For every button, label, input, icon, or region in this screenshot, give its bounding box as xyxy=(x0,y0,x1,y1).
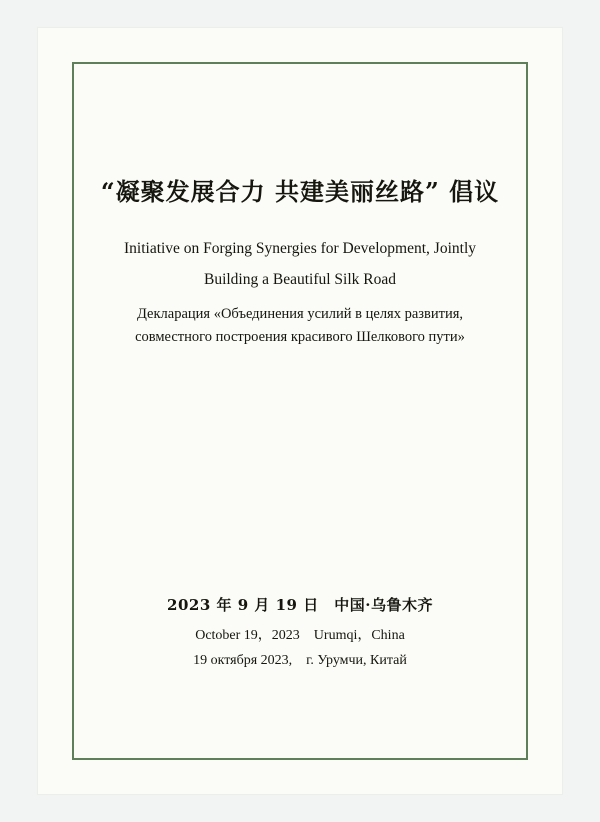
title-english-line2: Building a Beautiful Silk Road xyxy=(203,271,397,289)
title-block xyxy=(94,176,506,348)
document-content xyxy=(74,64,526,758)
title-chinese: “凝聚发展合力 共建美丽丝路” 倡议 xyxy=(100,177,500,206)
date-location-chinese: 2023 年 9 月 19 日 中国·乌鲁木齐 xyxy=(167,596,433,614)
title-english-line1: Initiative on Forging Synergies for Development, Jointly xyxy=(123,240,476,258)
date-location-block xyxy=(94,594,506,669)
document-page xyxy=(38,28,562,794)
title-english xyxy=(94,233,506,295)
title-russian xyxy=(94,303,506,348)
decorative-border-frame xyxy=(72,62,528,760)
title-russian-line1: Декларация «Объединения усилий в целях развития, xyxy=(136,306,464,323)
date-location-english: October 19，2023 Urumqi，China xyxy=(195,628,405,643)
title-russian-line2: совместного построения красивого Шелкового пути» xyxy=(135,328,465,345)
date-location-russian: 19 октября 2023, г. Урумчи, Китай xyxy=(193,653,407,668)
